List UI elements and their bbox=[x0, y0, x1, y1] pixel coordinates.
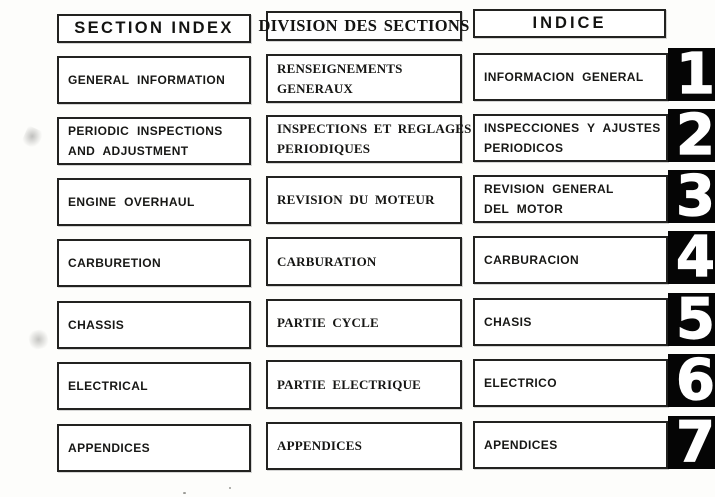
section-label-line: PERIODIC INSPECTIONS bbox=[68, 124, 223, 138]
thumb-tab-3 bbox=[668, 170, 715, 223]
section-label-line: INSPECCIONES Y AJUSTES bbox=[484, 121, 661, 135]
section-label-line: REVISION GENERAL bbox=[484, 182, 614, 196]
section-label: CARBURACION bbox=[484, 253, 580, 267]
tab-number: 3 bbox=[676, 170, 713, 223]
section-row-apendices bbox=[473, 416, 715, 469]
section-label: GENERAL INFORMATION bbox=[68, 73, 226, 87]
column-english bbox=[57, 0, 251, 497]
section-box-chasis bbox=[473, 298, 668, 346]
section-row-informacion-general bbox=[473, 48, 715, 101]
thumb-tab-4 bbox=[668, 231, 715, 284]
section-box-electrical bbox=[57, 362, 251, 410]
section-label: ELECTRICO bbox=[484, 376, 557, 390]
tab-number: 2 bbox=[676, 109, 713, 162]
header-label: DIVISION DES SECTIONS bbox=[258, 16, 470, 35]
section-label: ENGINE OVERHAUL bbox=[68, 195, 195, 209]
tab-number: 1 bbox=[676, 48, 713, 101]
section-box-inspecciones-y-ajustes bbox=[473, 114, 668, 162]
section-label-line: RENSEIGNEMENTS bbox=[277, 60, 403, 76]
column-french bbox=[258, 0, 472, 497]
section-label-line: PERIODICOS bbox=[484, 141, 564, 155]
section-box-carburetion bbox=[57, 239, 251, 287]
section-row-chasis bbox=[473, 293, 715, 346]
section-box-carburation bbox=[266, 237, 462, 286]
section-box-partie-electrique bbox=[266, 360, 462, 409]
tab-number: 6 bbox=[676, 354, 713, 407]
section-label: ELECTRICAL bbox=[68, 379, 148, 393]
thumb-tab-5 bbox=[668, 293, 715, 346]
section-box-renseignements-generaux bbox=[266, 54, 462, 103]
dust-speck bbox=[183, 492, 186, 494]
section-box-apendices bbox=[473, 421, 668, 469]
section-box-revision-general bbox=[473, 175, 668, 223]
section-row-carburacion bbox=[473, 231, 715, 284]
section-label-line: INSPECTIONS ET REGLAGES bbox=[277, 121, 472, 136]
section-box-electrico bbox=[473, 359, 668, 407]
section-label: CHASIS bbox=[484, 315, 532, 329]
thumb-tab-7 bbox=[668, 416, 715, 469]
section-box-appendices-fr bbox=[266, 422, 462, 470]
section-box-periodic-inspections bbox=[57, 117, 251, 165]
section-box-chassis bbox=[57, 301, 251, 349]
thumb-tab-1 bbox=[668, 48, 715, 101]
tab-number: 7 bbox=[676, 416, 713, 469]
section-box-partie-cycle bbox=[266, 299, 462, 347]
tab-number: 5 bbox=[676, 293, 713, 346]
section-box-revision-du-moteur bbox=[266, 176, 462, 224]
header-label: INDICE bbox=[532, 14, 607, 32]
section-label-line: DEL MOTOR bbox=[484, 202, 564, 216]
section-label: REVISION DU MOTEUR bbox=[277, 192, 435, 207]
scan-smudge bbox=[27, 328, 50, 351]
header-section-index bbox=[57, 14, 251, 43]
section-label: PARTIE CYCLE bbox=[277, 315, 379, 330]
section-label: APPENDICES bbox=[277, 438, 363, 453]
section-row-electrico bbox=[473, 354, 715, 407]
section-box-inspections-et-reglages bbox=[266, 115, 472, 163]
section-label: INFORMACION GENERAL bbox=[484, 70, 644, 84]
section-row-inspecciones-y-ajustes bbox=[473, 109, 715, 162]
section-label-line: AND ADJUSTMENT bbox=[68, 144, 189, 158]
section-label: PARTIE ELECTRIQUE bbox=[277, 376, 422, 392]
scan-smudge bbox=[21, 125, 44, 149]
section-box-carburacion bbox=[473, 236, 668, 284]
section-box-engine-overhaul bbox=[57, 178, 251, 226]
section-box-general-information bbox=[57, 56, 251, 104]
thumb-tab-6 bbox=[668, 354, 715, 407]
section-label-line: GENERAUX bbox=[277, 80, 353, 96]
section-label: CARBURATION bbox=[277, 253, 377, 269]
thumb-tab-2 bbox=[668, 109, 715, 162]
section-label: APPENDICES bbox=[68, 441, 151, 455]
section-label-line: PERIODIQUES bbox=[277, 141, 371, 156]
section-label: CHASSIS bbox=[68, 318, 125, 332]
dust-speck bbox=[229, 487, 231, 489]
tab-number: 4 bbox=[676, 231, 713, 284]
section-label: CARBURETION bbox=[68, 256, 162, 270]
section-label: APENDICES bbox=[484, 438, 558, 452]
section-box-appendices bbox=[57, 424, 251, 472]
header-division-des-sections bbox=[258, 11, 470, 41]
column-spanish bbox=[473, 0, 715, 497]
section-box-informacion-general bbox=[473, 53, 668, 101]
header-indice bbox=[473, 9, 666, 38]
section-row-revision-general bbox=[473, 170, 715, 223]
header-label: SECTION INDEX bbox=[74, 19, 234, 37]
